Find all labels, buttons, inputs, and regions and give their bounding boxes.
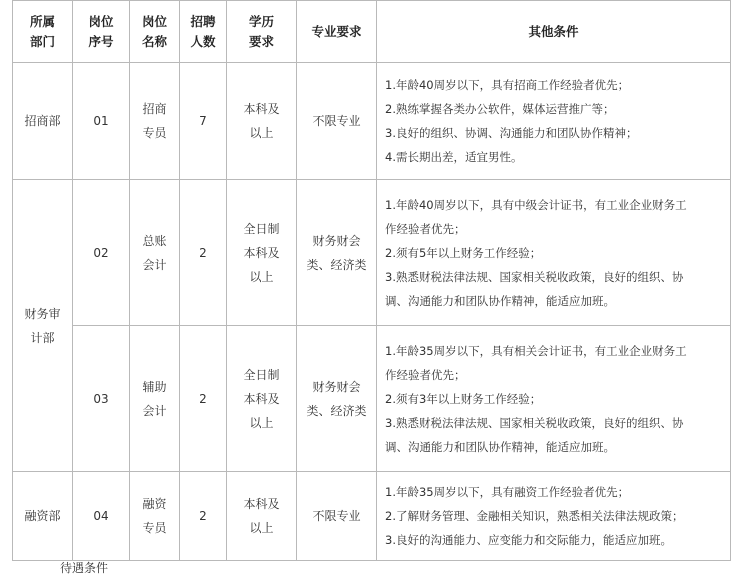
condition-line: 1.年龄40周岁以下，具有中级会计证书，有工业企业财务工 [385,197,687,212]
text-line: 以上 [249,521,274,535]
conditions-cell [377,180,731,326]
condition-line: 2.须有3年以上财务工作经验； [385,391,542,406]
text-line: 序号 [88,33,114,49]
text-line: 类、经济类 [306,257,367,272]
text-line: 本科及 [243,245,280,260]
header-row [13,1,731,63]
text-line: 全日制 [243,221,280,236]
education-cell [227,63,297,180]
text-line: 总账 [142,233,167,248]
text-line: 财务财会 [312,379,361,394]
footer-text: 待遇条件 [60,561,109,575]
condition-line: 2.须有5年以上财务工作经验； [385,245,542,260]
text-line: 人数 [190,33,216,49]
condition-line: 3.良好的组织、协调、沟通能力和团队协作精神； [385,126,638,140]
major-cell: 不限专业 [297,63,377,180]
position-number-cell: 01 [73,63,130,180]
text-line: 名称 [141,33,167,49]
header-department [13,1,73,63]
headcount-cell: 7 [180,63,227,180]
department-cell [13,180,73,472]
text-line: 学历 [248,13,274,29]
text-line: 以上 [249,269,274,284]
text-line: 本科及 [243,102,280,116]
text-line: 所属 [29,13,55,29]
position-name-cell [130,63,180,180]
text-line: 专员 [142,126,167,140]
text-line: 岗位 [141,13,167,29]
conditions-cell [377,326,731,472]
text-line: 融资 [142,497,167,511]
headcount-cell: 2 [180,326,227,472]
text-line: 类、经济类 [306,403,367,418]
table-row [13,326,731,472]
conditions-cell [377,472,731,561]
department-cell: 招商部 [13,63,73,180]
text-line: 本科及 [243,391,280,406]
position-number-cell: 03 [73,326,130,472]
major-cell [297,180,377,326]
text-line: 财务审 [24,306,61,321]
major-cell [297,326,377,472]
header-headcount [180,1,227,63]
text-line: 以上 [249,415,274,430]
text-line: 要求 [248,33,274,49]
position-number-cell: 02 [73,180,130,326]
education-cell [227,180,297,326]
header-other-conditions: 其他条件 [377,1,731,63]
condition-line: 调、沟通能力和团队协作精神，能适应加班。 [385,293,615,308]
text-line: 计部 [30,330,55,345]
condition-line: 2.熟练掌握各类办公软件，媒体运营推广等； [385,102,615,116]
position-name-cell [130,472,180,561]
condition-line: 1.年龄35周岁以下，具有融资工作经验者优先； [385,485,630,499]
text-line: 本科及 [243,497,280,511]
condition-line: 作经验者优先； [385,367,466,382]
position-name-cell [130,326,180,472]
table-row [13,472,731,561]
condition-line: 4.需长期出差，适宜男性。 [385,150,523,164]
recruitment-table [12,0,731,561]
condition-line: 1.年龄40周岁以下，具有招商工作经验者优先； [385,78,630,92]
text-line: 专员 [142,521,167,535]
position-name-cell [130,180,180,326]
text-line: 全日制 [243,367,280,382]
department-cell: 融资部 [13,472,73,561]
text-line: 以上 [249,126,274,140]
header-position-name [130,1,180,63]
header-major: 专业要求 [297,1,377,63]
header-position-number [73,1,130,63]
condition-line: 3.熟悉财税法律法规、国家相关税收政策，良好的组织、协 [385,415,684,430]
major-cell: 不限专业 [297,472,377,561]
conditions-cell [377,63,731,180]
text-line: 财务财会 [312,233,361,248]
education-cell [227,326,297,472]
position-number-cell: 04 [73,472,130,561]
headcount-cell: 2 [180,180,227,326]
table-row [13,180,731,326]
text-line: 招聘 [190,13,216,29]
condition-line: 3.良好的沟通能力、应变能力和交际能力，能适应加班。 [385,533,672,547]
condition-line: 2.了解财务管理、金融相关知识，熟悉相关法律法规政策； [385,509,684,523]
education-cell [227,472,297,561]
condition-line: 作经验者优先； [385,221,466,236]
text-line: 岗位 [88,13,114,29]
text-line: 部门 [29,33,55,49]
text-line: 会计 [142,257,167,272]
condition-line: 3.熟悉财税法律法规、国家相关税收政策，良好的组织、协 [385,269,684,284]
condition-line: 调、沟通能力和团队协作精神，能适应加班。 [385,439,615,454]
text-line: 辅助 [142,379,167,394]
table-row [13,63,731,180]
text-line: 招商 [142,102,167,116]
text-line: 会计 [142,403,167,418]
headcount-cell: 2 [180,472,227,561]
header-education [227,1,297,63]
condition-line: 1.年龄35周岁以下，具有相关会计证书，有工业企业财务工 [385,343,687,358]
